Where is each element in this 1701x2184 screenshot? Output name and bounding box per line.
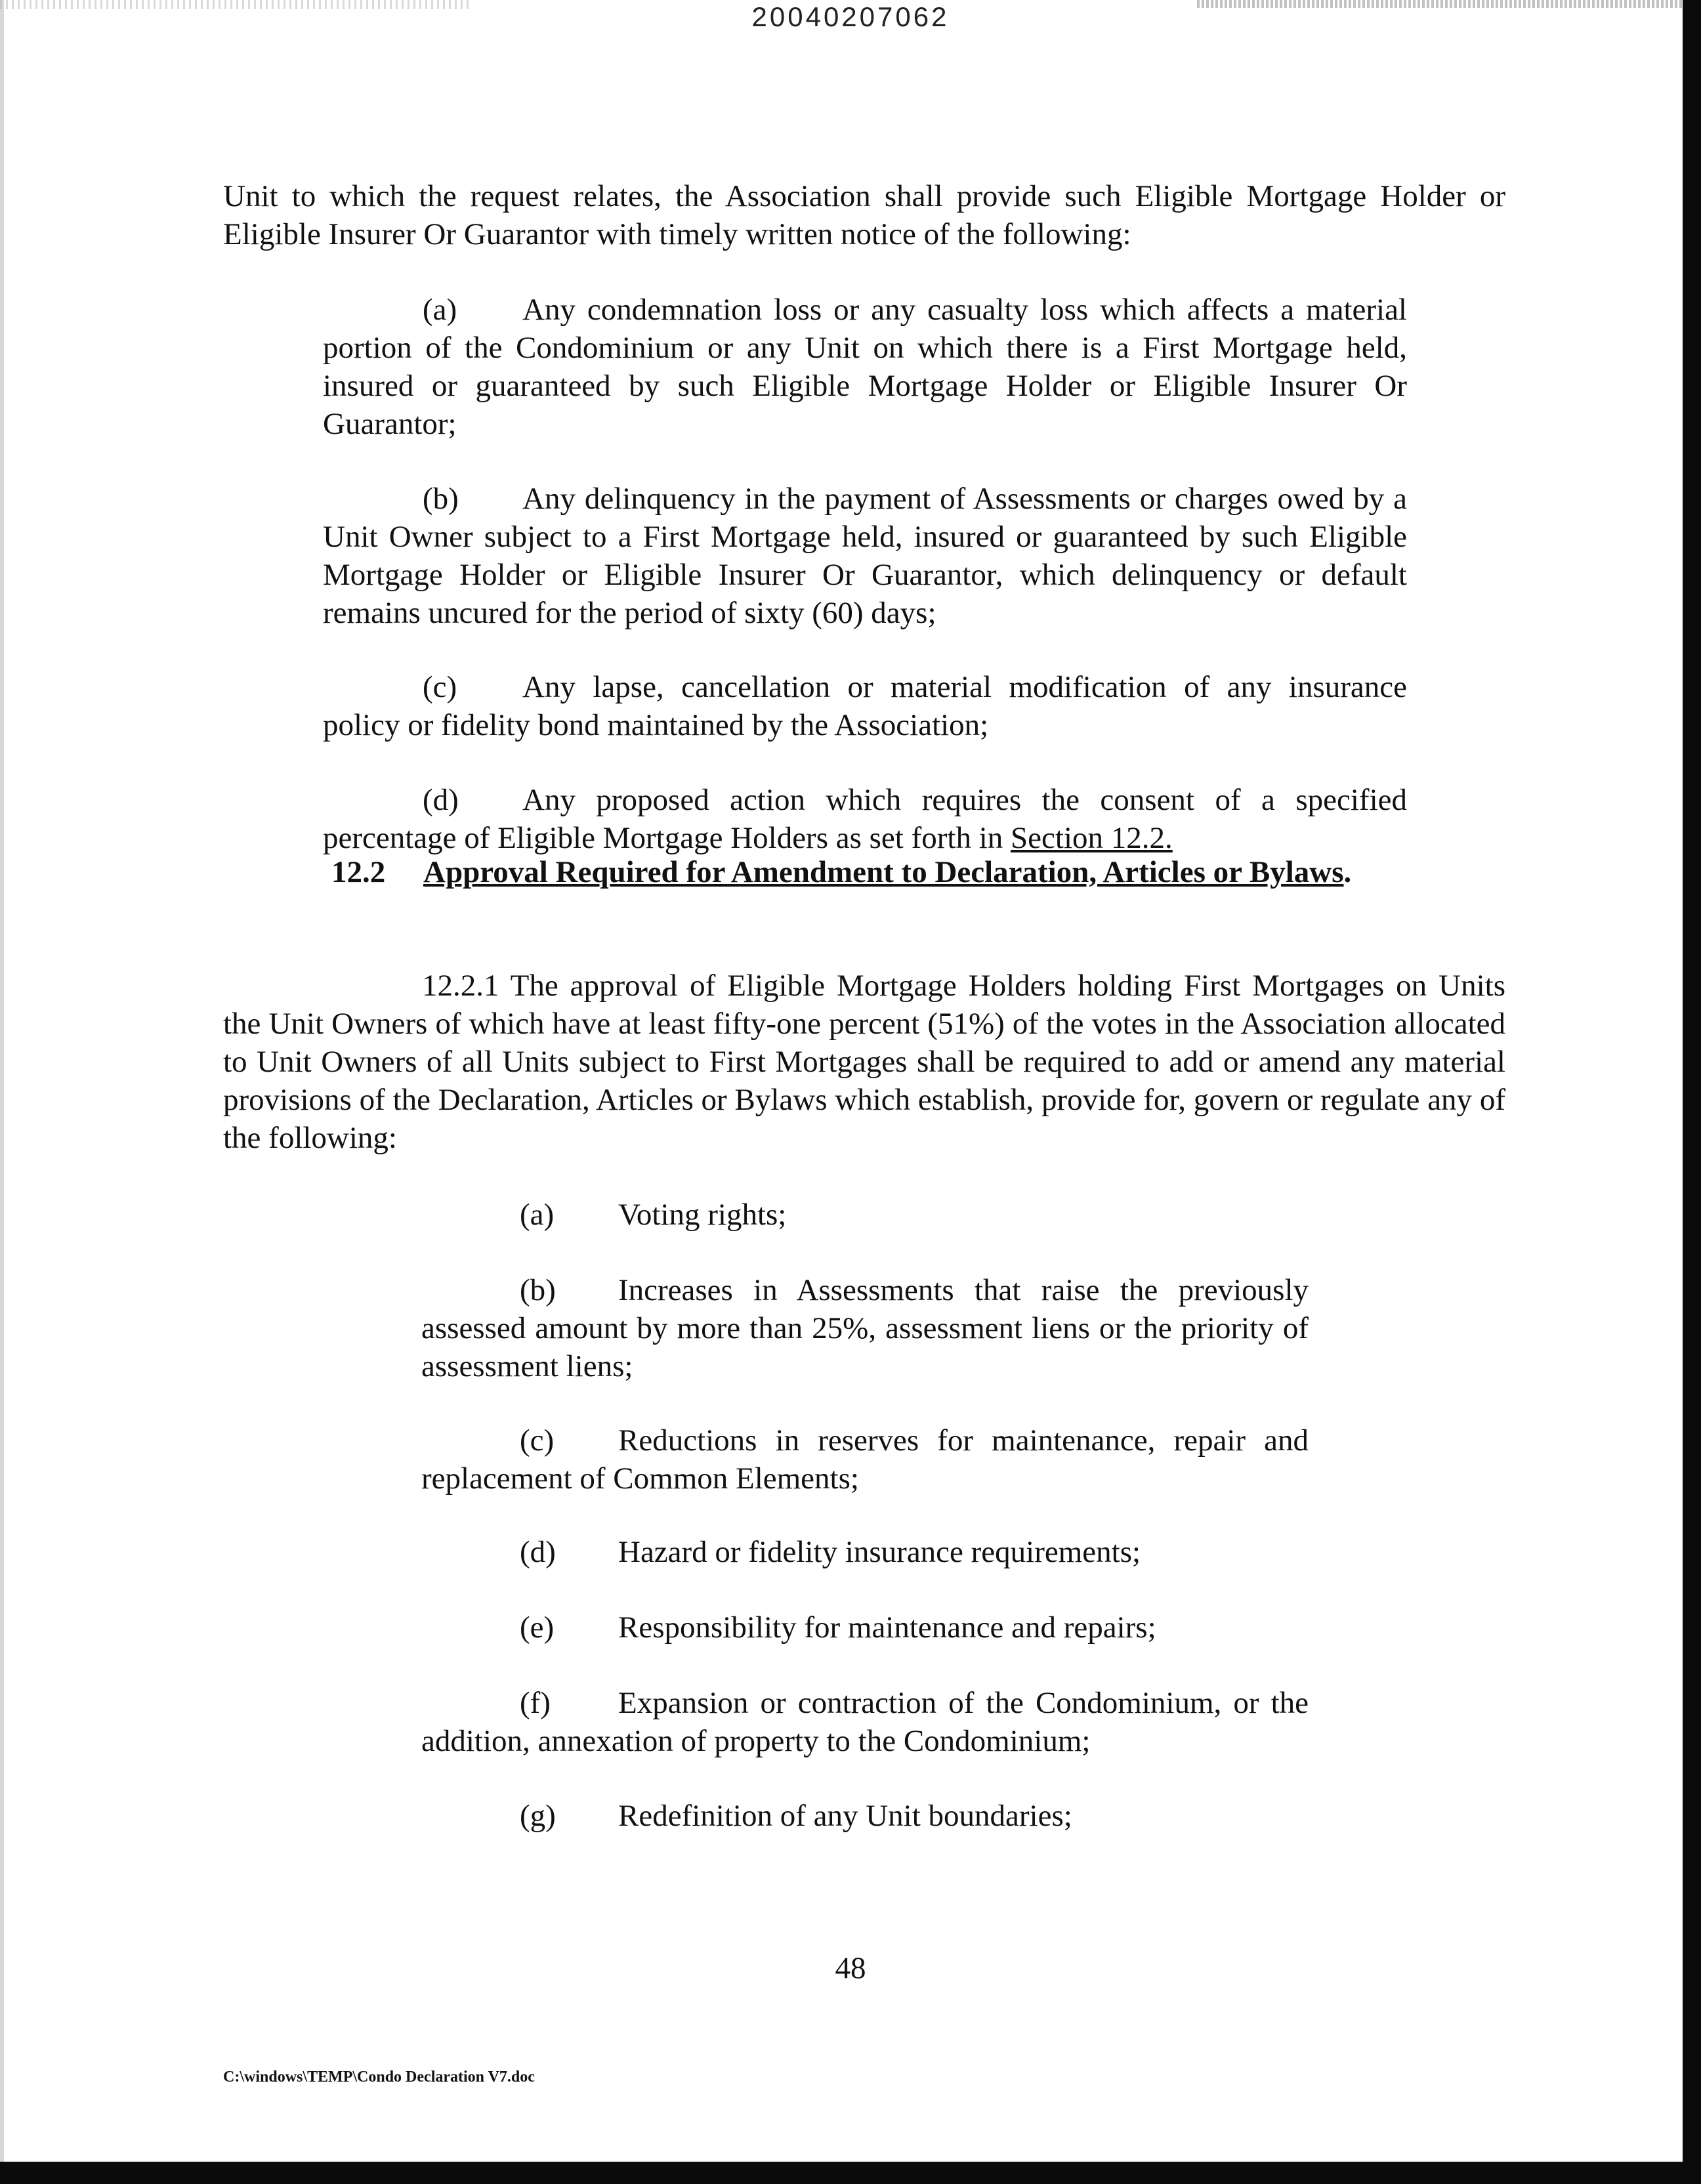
page-number: 48 bbox=[835, 1951, 866, 1985]
notice-item-c bbox=[323, 668, 1407, 744]
approval-item-f bbox=[421, 1684, 1309, 1760]
notice-item-label: (a) bbox=[423, 293, 457, 327]
section-title: Approval Required for Amendment to Declaration, Articles or Bylaws bbox=[423, 855, 1344, 889]
approval-item-label: (e) bbox=[520, 1610, 555, 1645]
approval-item-text: Voting rights; bbox=[618, 1198, 787, 1232]
scan-border-bottom bbox=[0, 2162, 1701, 2184]
notice-item-label: (b) bbox=[423, 482, 459, 516]
approval-item-text: Hazard or fidelity insurance requirements; bbox=[618, 1535, 1141, 1569]
notice-item-text: Any condemnation loss or any casualty loss which affects a material portion of the Condominium or any Unit on which there is a First Mortgage held, insured or guaranteed by such Eligible Mortgage Holder or Eligible Insurer Or Guarantor; bbox=[323, 293, 1407, 441]
intro-paragraph: Unit to which the request relates, the Association shall provide such Eligible Mortgage Holder or Eligible Insurer Or Guarantor with timely written notice of the following: bbox=[223, 179, 1505, 251]
approval-item-label: (b) bbox=[520, 1273, 556, 1307]
scan-border-right bbox=[1683, 0, 1701, 2184]
section-number: 12.2 bbox=[331, 855, 386, 889]
approval-item-label: (a) bbox=[520, 1198, 555, 1232]
section-reference-link: Section 12.2. bbox=[1011, 821, 1173, 855]
approval-item-text: Reductions in reserves for maintenance, repair and replacement of Common Elements; bbox=[421, 1423, 1309, 1496]
notice-item-label: (d) bbox=[423, 783, 459, 817]
approval-item-b bbox=[421, 1271, 1309, 1385]
approval-item-d bbox=[421, 1533, 1309, 1571]
notice-item-text: Any lapse, cancellation or material modification of any insurance policy or fidelity bond maintained by the Association; bbox=[323, 670, 1407, 742]
document-id: 20040207062 bbox=[751, 1, 950, 32]
notice-item-b bbox=[323, 480, 1407, 632]
approval-item-a bbox=[421, 1196, 1309, 1234]
section-heading bbox=[331, 853, 1351, 891]
notice-item-text: Any delinquency in the payment of Assessments or charges owed by a Unit Owner subject to a First Mortgage held, insured or guaranteed by such Eligible Mortgage Holder or Eligible Insurer Or Guarantor, which delinquency or default remains uncured for the period of sixty (60) days; bbox=[323, 482, 1407, 630]
file-path: C:\windows\TEMP\Condo Declaration V7.doc bbox=[223, 2068, 535, 2086]
approval-item-label: (d) bbox=[520, 1535, 556, 1569]
approval-item-e bbox=[421, 1608, 1309, 1647]
paragraph-12-2-1 bbox=[223, 967, 1505, 1157]
approval-item-text: Responsibility for maintenance and repairs; bbox=[618, 1610, 1156, 1645]
notice-item-text: Any proposed action which requires the consent of a specified percentage of Eligible Mortgage Holders as set forth in bbox=[323, 783, 1407, 855]
paragraph-text: The approval of Eligible Mortgage Holders holding First Mortgages on Units the Unit Owners of which have at least fifty-one percent (51%) of the votes in the Association allocated to Unit Owners of all Units subject to First Mortgages shall be required to add or amend any material provisions of the Declaration, Articles or Bylaws which establish, provide for, govern or regulate any of the following: bbox=[223, 969, 1505, 1155]
paragraph-number: 12.2.1 bbox=[422, 969, 499, 1003]
approval-item-label: (g) bbox=[520, 1799, 556, 1833]
approval-item-text: Redefinition of any Unit boundaries; bbox=[618, 1799, 1072, 1833]
notice-item-a bbox=[323, 291, 1407, 443]
section-title-period: . bbox=[1343, 855, 1352, 889]
approval-item-g bbox=[421, 1797, 1309, 1835]
scan-edge-left bbox=[0, 0, 4, 2184]
approval-item-c bbox=[421, 1421, 1309, 1498]
approval-item-text: Expansion or contraction of the Condominium, or the addition, annexation of property to the Condominium; bbox=[421, 1686, 1309, 1758]
approval-item-text: Increases in Assessments that raise the previously assessed amount by more than 25%, assessment liens or the priority of assessment liens; bbox=[421, 1273, 1309, 1383]
notice-item-label: (c) bbox=[423, 670, 457, 704]
approval-item-label: (c) bbox=[520, 1423, 555, 1458]
approval-item-label: (f) bbox=[520, 1686, 551, 1720]
notice-item-d bbox=[323, 781, 1407, 857]
